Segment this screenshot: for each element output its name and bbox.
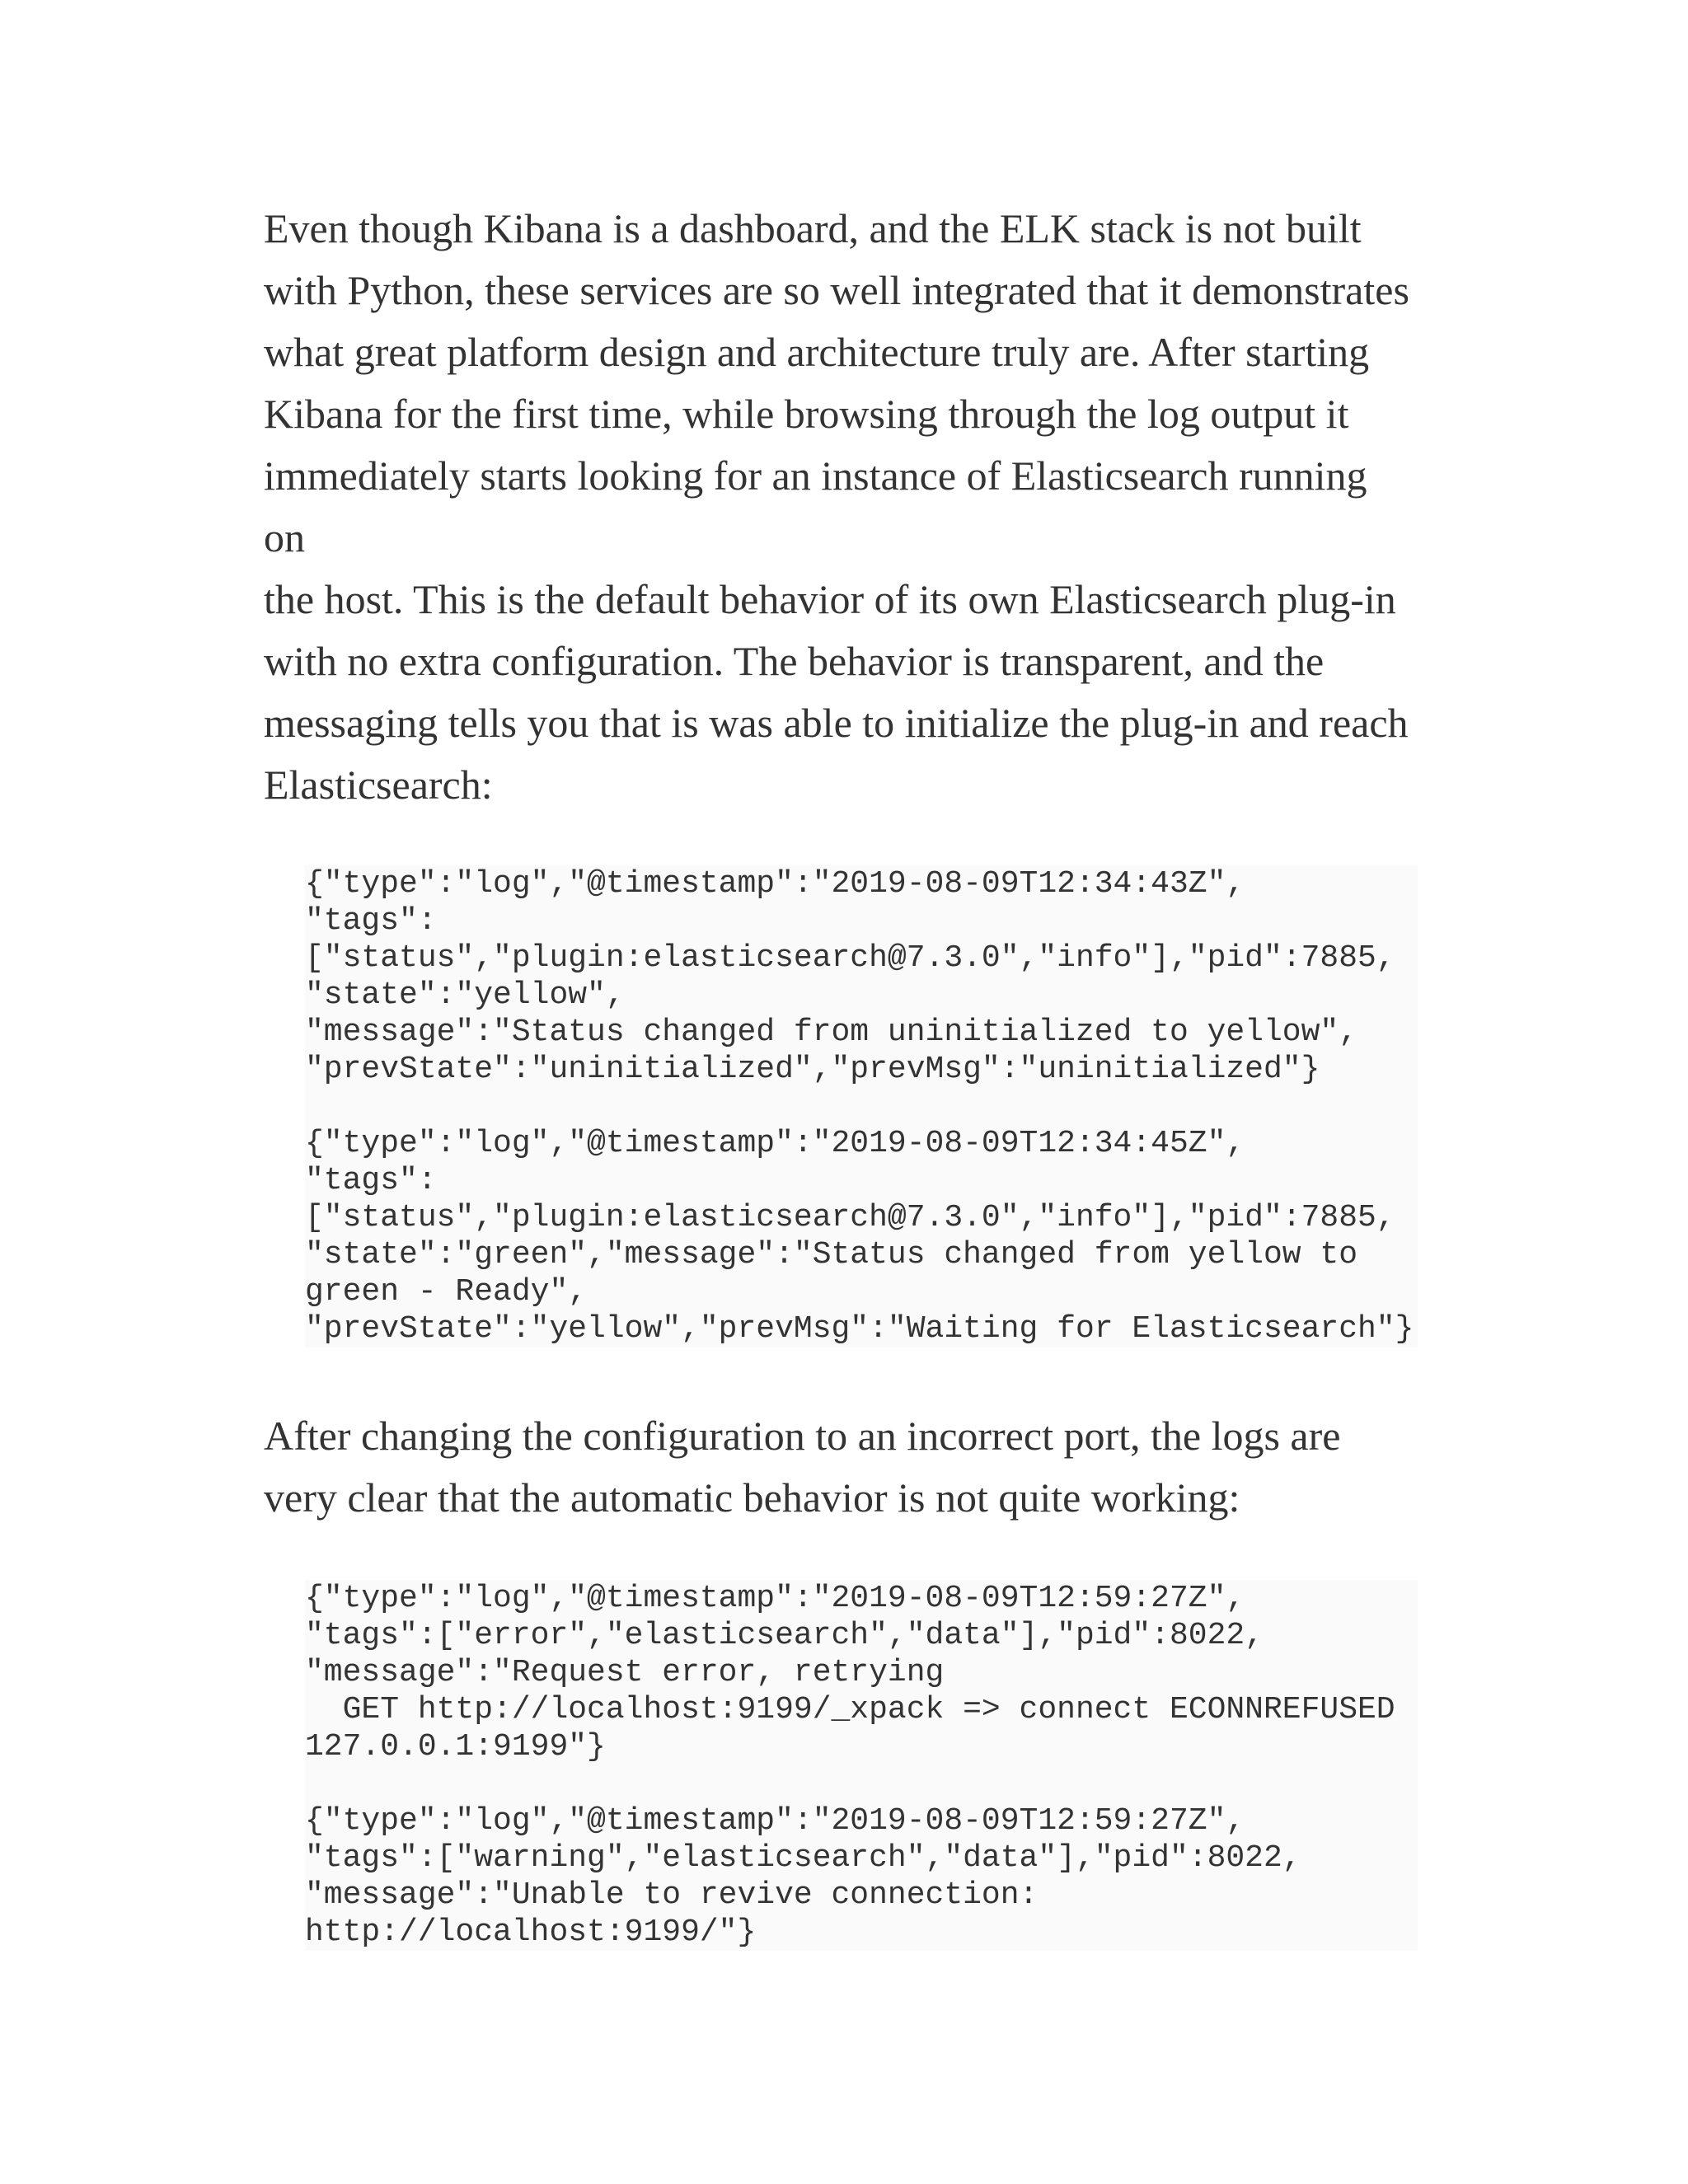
intro-line: immediately starts looking for an instance of Elasticsearch running on bbox=[264, 452, 1367, 560]
code-line: ["status","plugin:elasticsearch@7.3.0","info"],"pid":7885, bbox=[305, 940, 1395, 976]
code-blank-line bbox=[305, 1088, 1418, 1125]
code-line: "tags": bbox=[305, 1163, 437, 1198]
error-log-code-block bbox=[305, 1580, 1418, 1951]
code-blank-line bbox=[305, 1765, 1418, 1802]
code-line: "message":"Request error, retrying bbox=[305, 1655, 945, 1690]
intro-line: with no extra configuration. The behavior is transparent, and the bbox=[264, 638, 1325, 684]
code-line: {"type":"log","@timestamp":"2019-08-09T12:34:43Z", bbox=[305, 866, 1245, 902]
startup-log-code-block bbox=[305, 865, 1418, 1347]
paragraph-line: very clear that the automatic behavior is not quite working: bbox=[264, 1474, 1240, 1521]
code-line: "message":"Status changed from uninitialized to yellow", bbox=[305, 1015, 1358, 1050]
code-line: http://localhost:9199/"} bbox=[305, 1915, 757, 1950]
intro-line: Elasticsearch: bbox=[264, 762, 493, 808]
port-change-paragraph bbox=[264, 1405, 1418, 1529]
code-line: {"type":"log","@timestamp":"2019-08-09T12:59:27Z", bbox=[305, 1803, 1245, 1839]
code-line: "tags": bbox=[305, 903, 437, 939]
code-line: "tags":["error","elasticsearch","data"],"pid":8022, bbox=[305, 1618, 1264, 1653]
intro-line: the host. This is the default behavior of its own Elasticsearch plug-in bbox=[264, 576, 1396, 622]
code-line: ["status","plugin:elasticsearch@7.3.0","info"],"pid":7885, bbox=[305, 1200, 1395, 1235]
paragraph-line: After changing the configuration to an incorrect port, the logs are bbox=[264, 1413, 1341, 1459]
code-line: {"type":"log","@timestamp":"2019-08-09T12:34:45Z", bbox=[305, 1126, 1245, 1161]
code-line: "message":"Unable to revive connection: bbox=[305, 1877, 1039, 1913]
intro-line: messaging tells you that is was able to initialize the plug-in and reach bbox=[264, 700, 1409, 746]
code-line: {"type":"log","@timestamp":"2019-08-09T12:59:27Z", bbox=[305, 1581, 1245, 1616]
intro-line: Even though Kibana is a dashboard, and the ELK stack is not built bbox=[264, 205, 1362, 251]
code-line: GET http://localhost:9199/_xpack => connect ECONNREFUSED bbox=[305, 1692, 1395, 1727]
intro-line: Kibana for the first time, while browsing through the log output it bbox=[264, 391, 1349, 437]
intro-line: with Python, these services are so well integrated that it demonstrates bbox=[264, 267, 1409, 313]
code-line: "tags":["warning","elasticsearch","data"],"pid":8022, bbox=[305, 1840, 1301, 1876]
intro-paragraph bbox=[264, 198, 1418, 816]
code-line: 127.0.0.1:9199"} bbox=[305, 1729, 606, 1765]
code-line: "prevState":"uninitialized","prevMsg":"uninitialized"} bbox=[305, 1052, 1320, 1087]
code-line: "prevState":"yellow","prevMsg":"Waiting for Elasticsearch"} bbox=[305, 1311, 1414, 1347]
code-line: green - Ready", bbox=[305, 1274, 588, 1310]
document-page bbox=[264, 198, 1418, 1951]
code-line: "state":"yellow", bbox=[305, 977, 625, 1013]
code-line: "state":"green","message":"Status changed from yellow to bbox=[305, 1237, 1358, 1272]
intro-line: what great platform design and architecture truly are. After starting bbox=[264, 329, 1370, 375]
